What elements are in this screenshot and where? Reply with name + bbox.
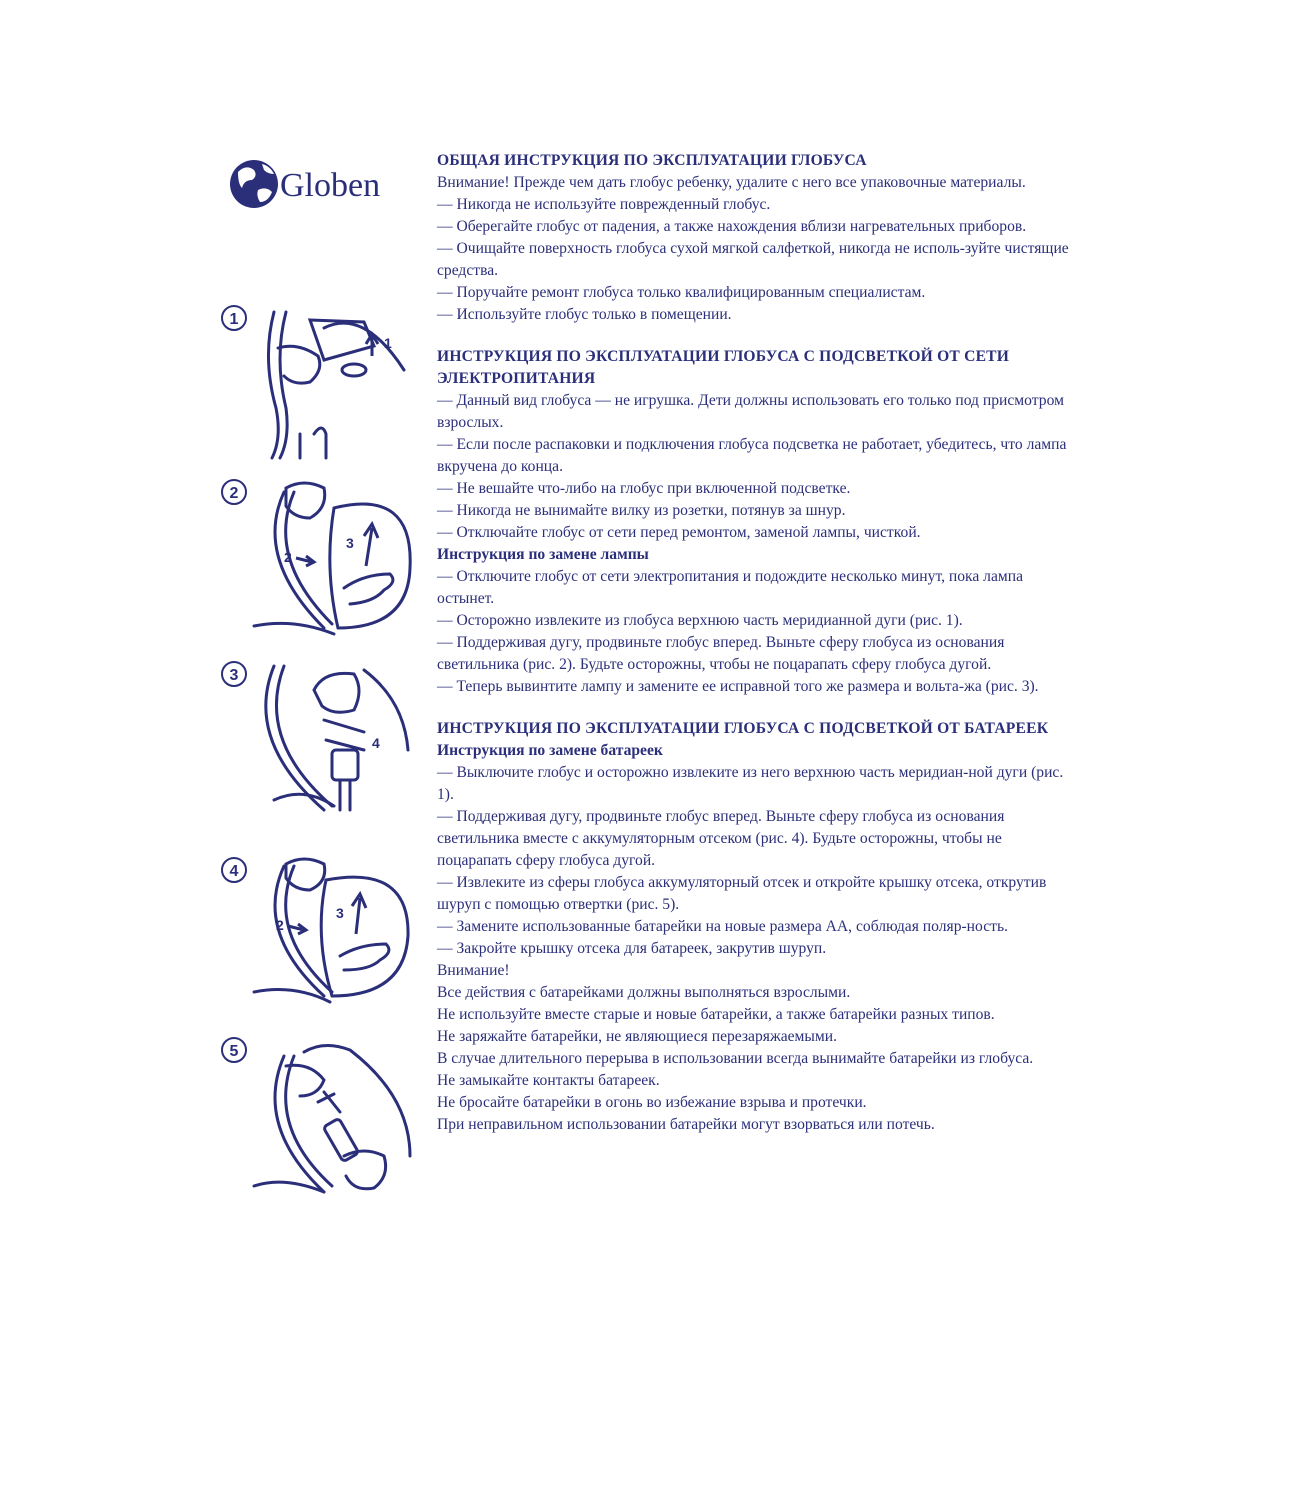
arrow-label: 3 xyxy=(346,535,354,551)
brand-name: Globen xyxy=(280,167,381,204)
section-general xyxy=(437,150,1077,326)
globe-icon xyxy=(230,160,278,208)
figure-3 xyxy=(214,660,414,820)
section-title: ОБЩАЯ ИНСТРУКЦИЯ ПО ЭКСПЛУАТАЦИИ ГЛОБУСА xyxy=(437,152,867,169)
paragraph: Не используйте вместе старые и новые батарейки, а также батарейки разных типов. xyxy=(437,1006,995,1023)
figure-2 xyxy=(214,478,414,638)
paragraph: — Извлеките из сферы глобуса аккумуляторный отсек и откройте крышку отсека, открутив шуруп с помощью отвертки (рис. 5). xyxy=(437,874,1047,913)
section-battery xyxy=(437,718,1077,1136)
arrow-icon xyxy=(296,556,314,566)
paragraph: — Очищайте поверхность глобуса сухой мягкой салфеткой, никогда не исполь-зуйте чистящие средства. xyxy=(437,240,1069,279)
paragraph: — Никогда не используйте поврежденный глобус. xyxy=(437,196,771,213)
figure-1 xyxy=(214,298,414,460)
paragraph: — Отключите глобус от сети электропитания и подождите несколько минут, пока лампа остынет. xyxy=(437,568,1024,607)
paragraph: — Отключайте глобус от сети перед ремонтом, заменой лампы, чисткой. xyxy=(437,524,921,541)
subsection-title: Инструкция по замене лампы xyxy=(437,546,649,563)
paragraph: В случае длительного перерыва в использовании всегда вынимайте батарейки из глобуса. xyxy=(437,1050,1034,1067)
figure-5 xyxy=(214,1036,414,1196)
arrow-label: 2 xyxy=(276,917,284,933)
paragraph: Внимание! Прежде чем дать глобус ребенку, удалите с него все упаковочные материалы. xyxy=(437,174,1026,191)
paragraph: Внимание! xyxy=(437,962,510,979)
figure-number: 1 xyxy=(229,311,239,328)
paragraph: Не заряжайте батарейки, не являющиеся перезаряжаемыми. xyxy=(437,1028,838,1045)
paragraph: Не бросайте батарейки в огонь во избежание взрыва и протечки. xyxy=(437,1094,867,1111)
arrow-label: 4 xyxy=(372,735,380,751)
arrow-label: 1 xyxy=(384,335,392,351)
paragraph: Все действия с батарейками должны выполняться взрослыми. xyxy=(437,984,851,1001)
paragraph: — Поддерживая дугу, продвиньте глобус вперед. Выньте сферу глобуса из основания светильника вместе с аккумуляторным отсеком (рис. 4). Будьте осторожны, чтобы не поцарапать сферу глобуса дугой. xyxy=(437,808,1005,869)
paragraph: — Данный вид глобуса — не игрушка. Дети должны использовать его только под присмотром взрослых. xyxy=(437,392,1064,431)
paragraph: При неправильном использовании батарейки могут взорваться или потечь. xyxy=(437,1116,935,1133)
figure-number: 2 xyxy=(229,485,239,502)
paragraph: — Поручайте ремонт глобуса только квалифицированным специалистам. xyxy=(437,284,926,301)
arrow-icon xyxy=(352,894,366,934)
section-title: ИНСТРУКЦИЯ ПО ЭКСПЛУАТАЦИИ ГЛОБУСА С ПОДСВЕТКОЙ ОТ СЕТИ ЭЛЕКТРОПИТАНИЯ xyxy=(437,348,1010,387)
arrow-icon xyxy=(364,524,378,566)
paragraph: — Осторожно извлеките из глобуса верхнюю часть меридианной дуги (рис. 1). xyxy=(437,612,963,629)
figure-4 xyxy=(214,856,414,1004)
paragraph: — Выключите глобус и осторожно извлеките из него верхнюю часть меридиан-ной дуги (рис. 1). xyxy=(437,764,1064,803)
arrow-label: 3 xyxy=(336,905,344,921)
paragraph: — Если после распаковки и подключения глобуса подсветка не работает, убедитесь, что лампа вкручена до конца. xyxy=(437,436,1067,475)
figure-number: 4 xyxy=(229,863,239,880)
section-mains xyxy=(437,346,1077,698)
paragraph: — Не вешайте что-либо на глобус при включенной подсветке. xyxy=(437,480,851,497)
paragraph: — Закройте крышку отсека для батареек, закрутив шуруп. xyxy=(437,940,827,957)
arrow-label: 2 xyxy=(284,549,292,565)
paragraph: — Поддерживая дугу, продвиньте глобус вперед. Выньте сферу глобуса из основания светильника (рис. 2). Будьте осторожны, чтобы не поцарапать сферу глобуса дугой. xyxy=(437,634,1005,673)
paragraph: Не замыкайте контакты батареек. xyxy=(437,1072,660,1089)
paragraph: — Оберегайте глобус от падения, а также нахождения вблизи нагревательных приборов. xyxy=(437,218,1027,235)
paragraph: — Используйте глобус только в помещении. xyxy=(437,306,732,323)
subsection-title: Инструкция по замене батареек xyxy=(437,742,663,759)
paragraph: — Никогда не вынимайте вилку из розетки, потянув за шнур. xyxy=(437,502,846,519)
figure-number: 3 xyxy=(229,667,239,684)
paragraph: — Теперь вывинтите лампу и замените ее исправной того же размера и вольта-жа (рис. 3). xyxy=(437,678,1039,695)
section-title: ИНСТРУКЦИЯ ПО ЭКСПЛУАТАЦИИ ГЛОБУСА С ПОДСВЕТКОЙ ОТ БАТАРЕЕК xyxy=(437,720,1049,737)
globen-logo xyxy=(228,150,400,218)
paragraph: — Замените использованные батарейки на новые размера АА, соблюдая поляр-ность. xyxy=(437,918,1008,935)
figure-number: 5 xyxy=(229,1043,239,1060)
instructions-text xyxy=(437,150,1077,1156)
